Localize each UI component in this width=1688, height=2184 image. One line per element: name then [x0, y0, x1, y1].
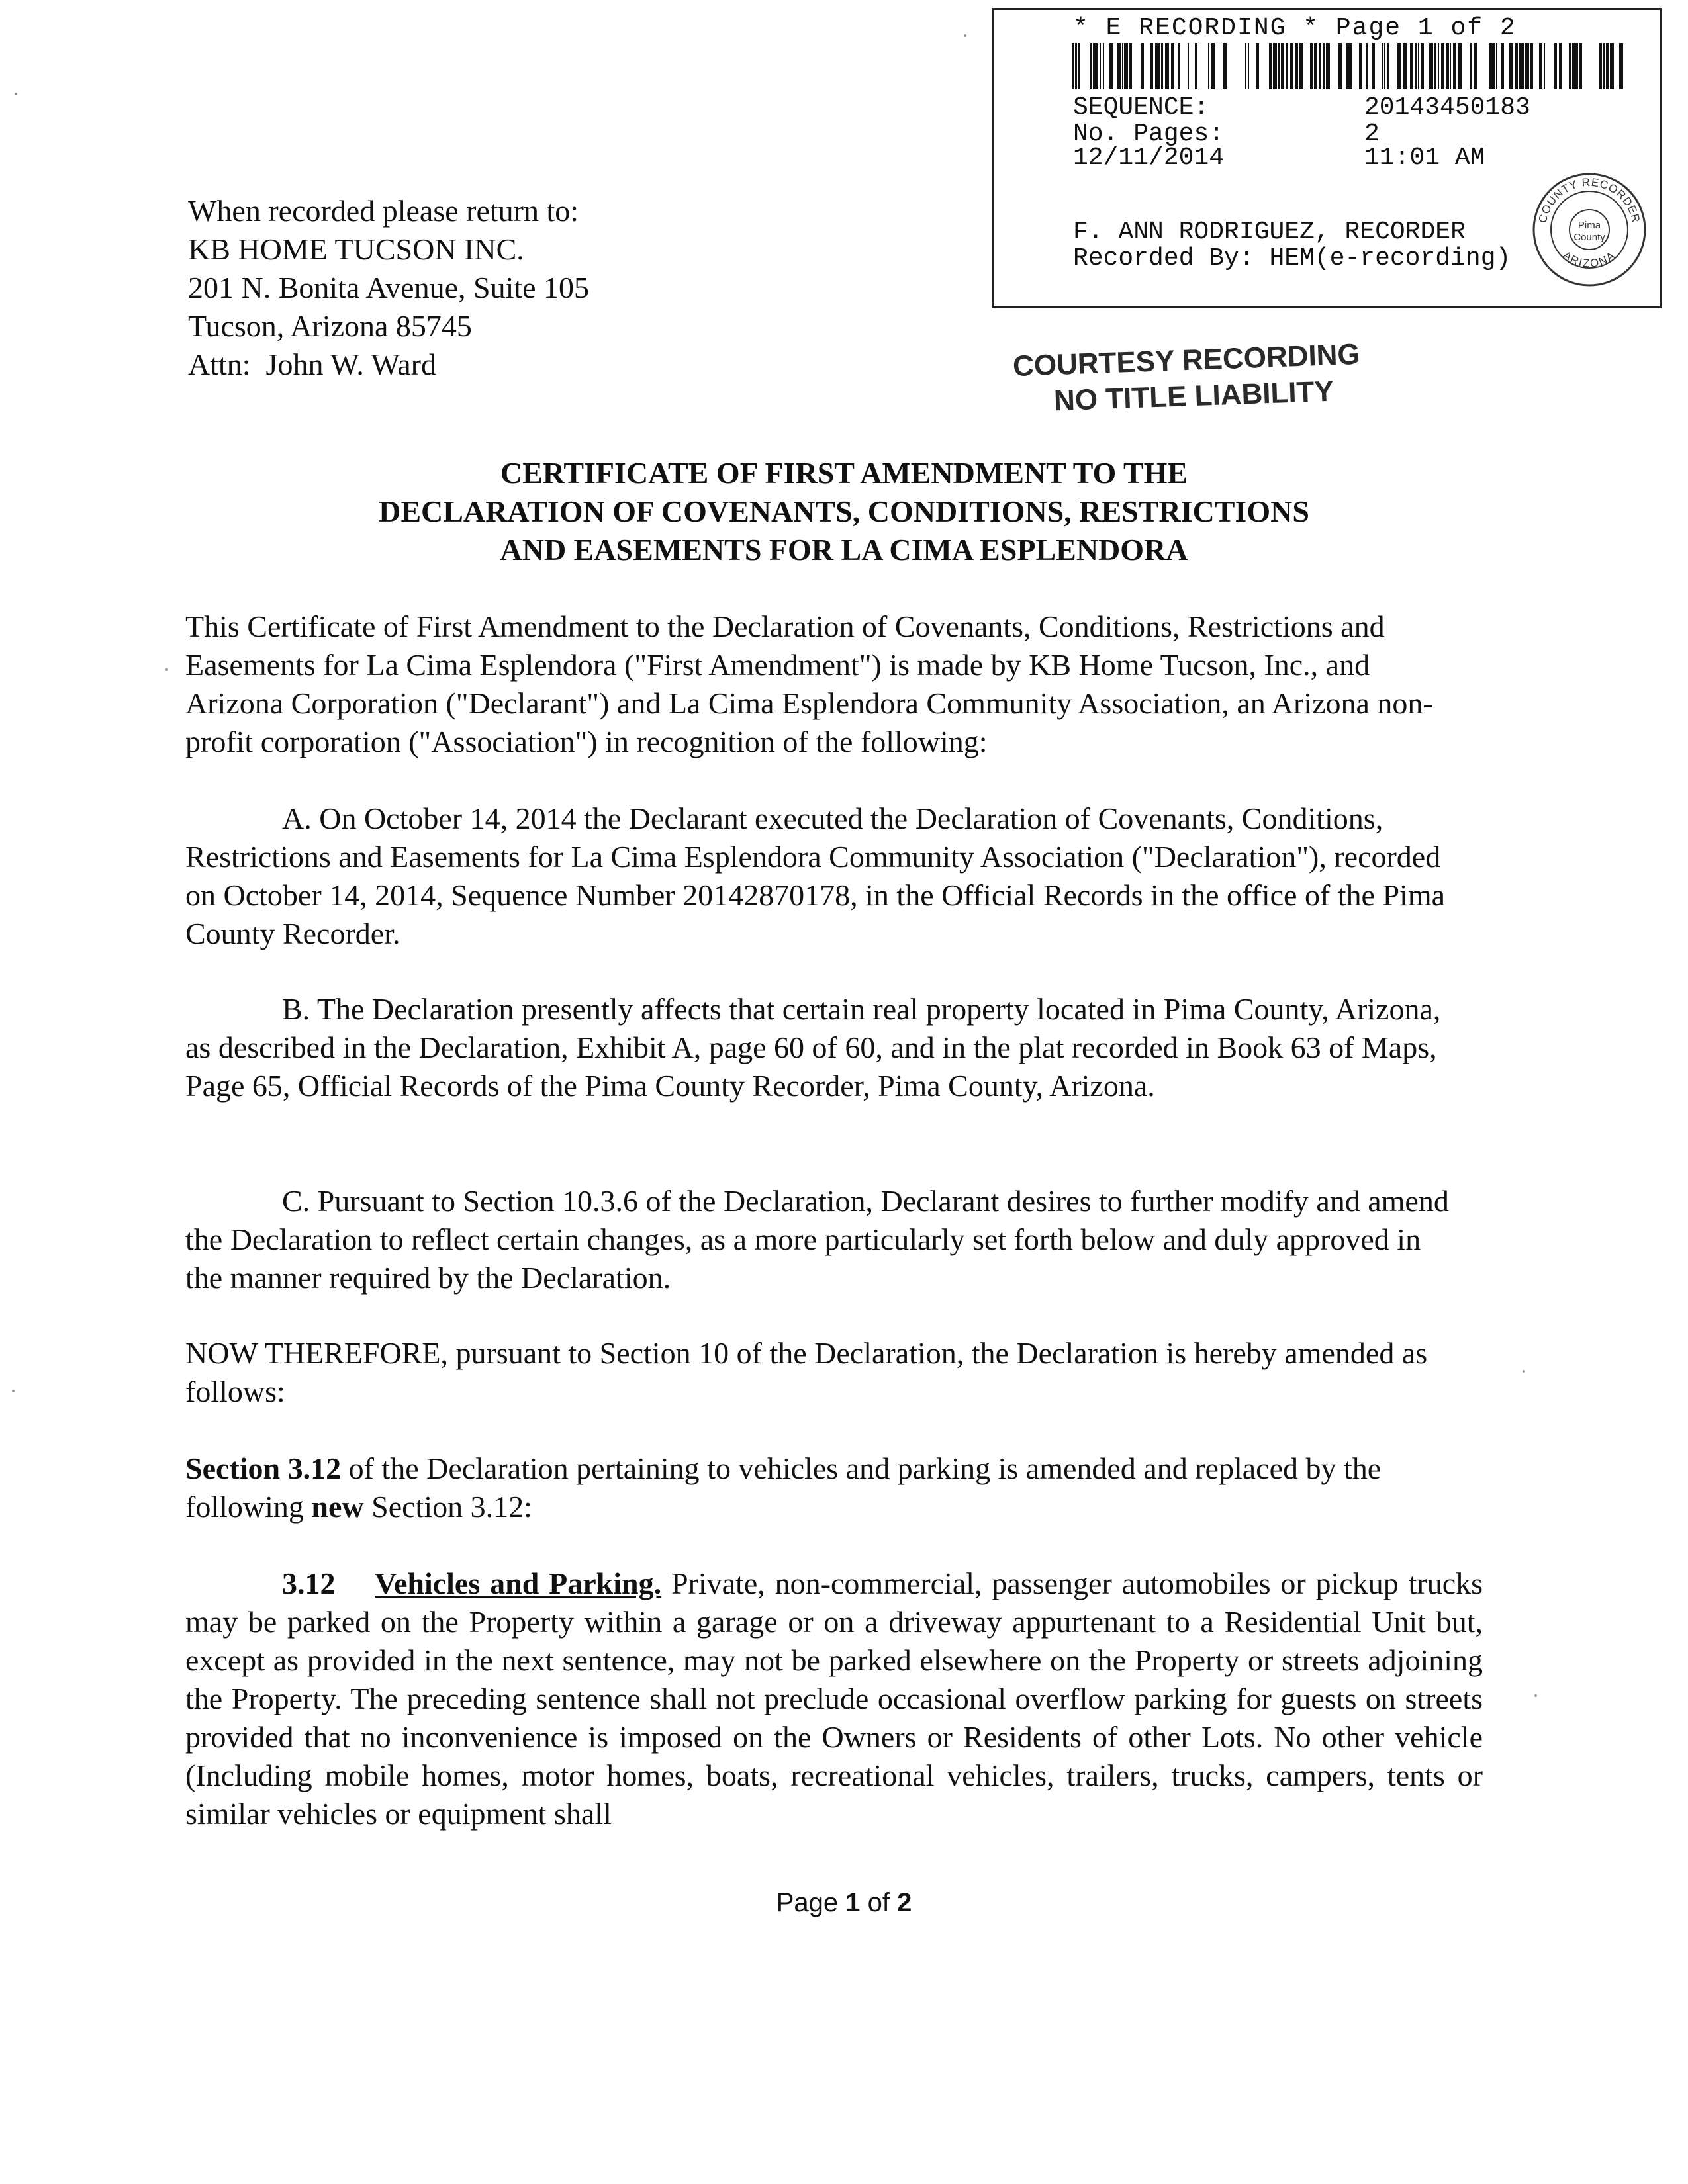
seal-bottom-text: ARIZONA [1560, 248, 1618, 271]
pages-label: No. Pages: [1073, 120, 1225, 148]
barcode-icon [1072, 43, 1625, 89]
title-line-1: CERTIFICATE OF FIRST AMENDMENT TO THE [500, 456, 1188, 490]
footer-middle: of [860, 1888, 898, 1917]
section-intro-paragraph [185, 1449, 1463, 1526]
section-312-number: 3.12 [282, 1567, 336, 1600]
recital-c: C. Pursuant to Section 10.3.6 of the Declaration, Declarant desires to further modify and amend the Declaration to reflect certain changes, as a more particularly set forth below and duly approved in the manner required by the Declaration. [185, 1184, 1449, 1295]
section-ref: Section 3.12 [185, 1451, 342, 1485]
sequence-label: SEQUENCE: [1073, 93, 1209, 122]
return-line-5: Attn: John W. Ward [188, 347, 436, 381]
recorder-name: F. ANN RODRIGUEZ, RECORDER [1073, 218, 1466, 246]
scan-speck [964, 34, 966, 37]
section-312-heading: Vehicles and Parking. [374, 1567, 662, 1600]
recital-a: A. On October 14, 2014 the Declarant executed the Declaration of Covenants, Conditions, Restrictions and Easements for La Cima Esplendora Community Association ("Declaration"), recorded on October 14, 2014, Sequence Number 20142870178, in the Official Records in the office of the Pima County Recorder. [185, 801, 1446, 950]
sequence-value: 20143450183 [1364, 93, 1530, 122]
return-line-1: When recorded please return to: [188, 194, 579, 228]
scan-speck [15, 93, 17, 95]
recording-date: 12/11/2014 [1073, 144, 1225, 172]
scan-speck [1534, 1694, 1537, 1697]
section-312-body: Private, non-commercial, passenger automobiles or pickup trucks may be parked on the Property within a garage or on a driveway appurtenant to a Residential Unit but, except as provided in the next sentence, may not be parked elsewhere on the Property or streets adjoining the Property. The preceding sentence shall not preclude occasional overflow parking for guests on streets provided that no inconvenience is imposed on the Owners or Residents of other Lots. No other vehicle (Including mobile homes, motor homes, boats, recreational vehicles, trailers, trucks, campers, tents or similar vehicles or equipment shall [185, 1567, 1483, 1831]
page-footer [0, 1888, 1688, 1918]
title-line-3: AND EASEMENTS FOR LA CIMA ESPLENDORA [500, 533, 1188, 567]
recording-header: * E RECORDING * Page 1 of 2 [1073, 14, 1517, 42]
return-line-2: KB HOME TUCSON INC. [188, 232, 524, 266]
recording-stamp [992, 8, 1662, 308]
recital-b: B. The Declaration presently affects that certain real property located in Pima County, Arizona, as described in the Declaration, Exhibit A, page 60 of 60, and in the plat recorded in Book 63 of Maps, Page 65, Official Records of the Pima County Recorder, Pima County, Arizona. [185, 992, 1441, 1103]
courtesy-stamp-line2: NO TITLE LIABILITY [1053, 375, 1335, 418]
scan-speck [1523, 1370, 1525, 1373]
recorded-by: Recorded By: HEM(e-recording) [1073, 244, 1511, 273]
return-address [188, 192, 589, 384]
footer-current-page: 1 [845, 1888, 861, 1917]
intro-paragraph: This Certificate of First Amendment to the Declaration of Covenants, Conditions, Restrictions and Easements for La Cima Esplendora ("First Amendment") is made by KB Home Tucson, Inc., and Arizona Corporation ("Declarant") and La Cima Esplendora Community Association, an Arizona non-profit corporation ("Association") in recognition of the following: [185, 610, 1433, 758]
now-therefore-paragraph: NOW THEREFORE, pursuant to Section 10 of the Declaration, the Declaration is hereby amended as follows: [185, 1336, 1428, 1408]
seal-center-1: Pima [1577, 220, 1601, 231]
section-intro-text-1: of the Declaration pertaining to vehicles and parking is amended and replaced by the following [185, 1451, 1382, 1524]
seal-center-2: County [1573, 232, 1605, 243]
scan-speck [165, 668, 168, 671]
return-line-4: Tucson, Arizona 85745 [188, 309, 472, 343]
county-seal-icon [1531, 171, 1648, 288]
footer-prefix: Page [776, 1888, 846, 1917]
return-line-3: 201 N. Bonita Avenue, Suite 105 [188, 271, 590, 304]
section-312-paragraph [185, 1565, 1483, 1833]
pages-value: 2 [1364, 120, 1380, 148]
seal-top-text: COUNTY RECORDER [1536, 175, 1643, 224]
section-new-word: new [311, 1490, 364, 1524]
document-title [132, 454, 1556, 569]
section-intro-text-2: Section 3.12: [363, 1490, 532, 1524]
footer-total-pages: 2 [897, 1888, 912, 1917]
title-line-2: DECLARATION OF COVENANTS, CONDITIONS, RESTRICTIONS [379, 494, 1309, 528]
recording-time: 11:01 AM [1364, 144, 1485, 172]
scan-speck [12, 1390, 15, 1392]
courtesy-stamp-line1: COURTESY RECORDING [1012, 338, 1361, 383]
